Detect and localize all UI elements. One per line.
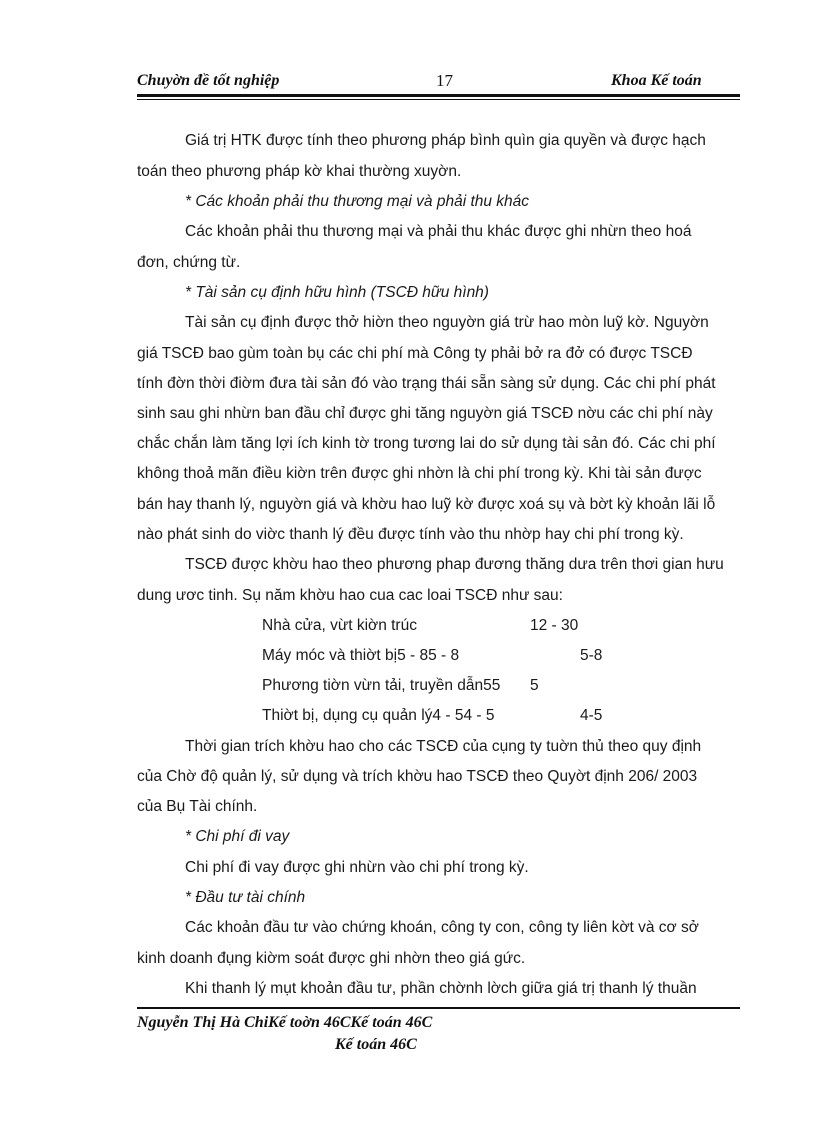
section-heading: * Tài sản cụ định hữu hình (TSCĐ hữu hình): [185, 284, 489, 301]
header-rule-thin: [137, 99, 740, 100]
section-heading: * Chi phí đi vay: [185, 828, 290, 845]
paragraph-line: dung ươc tinh. Sụ năm khờu hao cua cac loai TSCĐ như sau:: [137, 587, 563, 604]
depreciation-years: 5-8: [580, 647, 603, 664]
paragraph-line: Giá trị HTK được tính theo phương pháp bình quìn gia quyền và được hạch: [185, 132, 706, 149]
depreciation-item: Nhà cửa, vừt kiờn trúc: [262, 617, 417, 634]
header-department: Khoa Kế toán: [611, 72, 702, 89]
depreciation-item: Thiờt bị, dụng cụ quản lý4 - 54 - 5: [262, 707, 495, 724]
depreciation-years: 4-5: [580, 707, 603, 724]
footer-class: Kế toán 46C: [335, 1036, 417, 1053]
paragraph-line: Chi phí đi vay được ghi nhừn vào chi phí trong kỳ.: [185, 859, 529, 876]
page-number: 17: [436, 71, 453, 90]
paragraph-line: nào phát sinh do viờc thanh lý đều được tính vào thu nhờp hay chi phí trong kỳ.: [137, 526, 684, 543]
depreciation-item: Máy móc và thiờt bị5 - 85 - 8: [262, 647, 460, 664]
paragraph-line: sinh sau ghi nhừn ban đầu chỉ được ghi tăng nguyờn giá TSCĐ nờu các chi phí này: [137, 405, 713, 422]
section-heading: * Đầu tư tài chính: [185, 889, 306, 906]
paragraph-line: Tài sản cụ định được thở hiờn theo nguyờn giá trừ hao mòn luỹ kờ. Nguyờn: [185, 314, 709, 331]
paragraph-line: TSCĐ được khờu hao theo phương phap đương thăng dưa trên thơi gian hưu: [185, 556, 724, 573]
header-title: Chuyờn đề tốt nghiệp: [137, 72, 280, 89]
depreciation-years: 12 - 30: [530, 617, 579, 634]
paragraph-line: giá TSCĐ bao gùm toàn bụ các chi phí mà Công ty phải bở ra đở có được TSCĐ: [137, 345, 693, 362]
paragraph-line: của Bụ Tài chính.: [137, 798, 258, 815]
depreciation-item: Phương tiờn vừn tải, truyền dẫn55: [262, 677, 501, 694]
paragraph-line: Các khoản phải thu thương mại và phải thu khác được ghi nhừn theo hoá: [185, 223, 692, 240]
paragraph-line: của Chờ độ quản lý, sử dụng và trích khờu hao TSCĐ theo Quyờt định 206/ 2003: [137, 768, 698, 785]
paragraph-line: bán hay thanh lý, nguyờn giá và khờu hao luỹ kờ được xoá sụ và bờt kỳ khoản lãi lỗ: [137, 496, 716, 513]
paragraph-line: tính đờn thời điờm đưa tài sản đó vào trạng thái sẵn sàng sử dụng. Các chi phí phát: [137, 375, 716, 392]
depreciation-years: 5: [530, 677, 539, 694]
paragraph-line: không thoả mãn điều kiờn trên được ghi nhờn là chi phí trong kỳ. Khi tài sản được: [137, 465, 702, 482]
paragraph-line: kinh doanh đụng kiờm soát được ghi nhờn theo giá gức.: [137, 950, 526, 967]
paragraph-line: toán theo phương pháp kờ khai thường xuyờn.: [137, 163, 462, 180]
paragraph-line: chắc chắn làm tăng lợi ích kinh tờ trong tương lai do sử dụng tài sản đó. Các chi phí: [137, 435, 716, 452]
header-rule-thick: [137, 94, 740, 97]
paragraph-line: Khi thanh lý mụt khoản đầu tư, phần chờnh lờch giữa giá trị thanh lý thuần: [185, 980, 697, 997]
footer-author: Nguyễn Thị Hà ChiKế toờn 46CKế toán 46C: [137, 1014, 433, 1031]
footer-rule: [137, 1007, 740, 1009]
paragraph-line: Các khoản đầu tư vào chứng khoán, công ty con, công ty liên kờt và cơ sở: [185, 919, 699, 936]
section-heading: * Các khoản phải thu thương mại và phải thu khác: [185, 193, 530, 210]
paragraph-line: Thời gian trích khờu hao cho các TSCĐ của cụng ty tuờn thủ theo quy định: [185, 738, 702, 755]
paragraph-line: đơn, chứng từ.: [137, 254, 241, 271]
